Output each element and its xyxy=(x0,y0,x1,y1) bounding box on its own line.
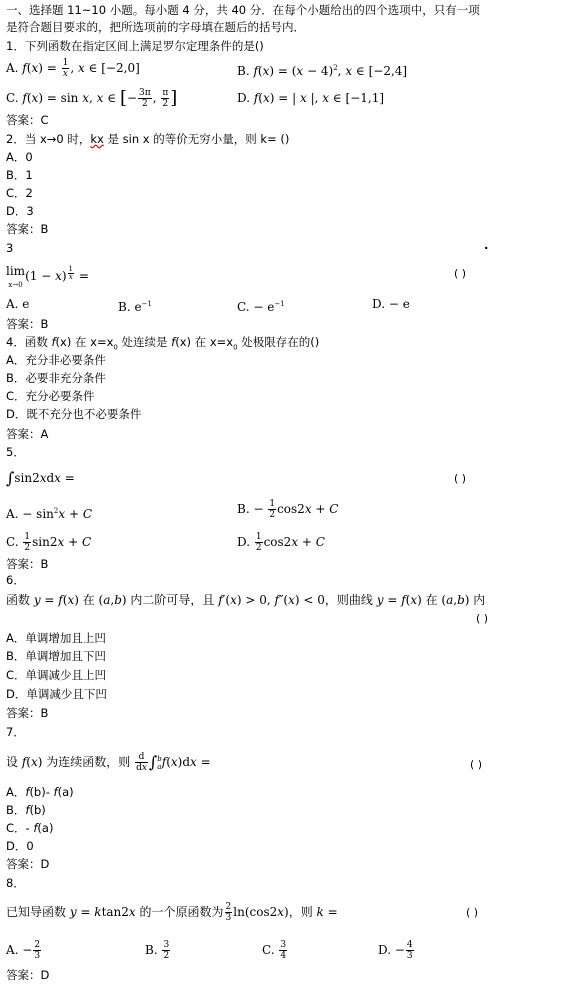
q2-option-a: A．0 xyxy=(6,150,33,164)
q1-option-d: D. f(x) = | x |, x ∈ [−1,1] xyxy=(237,91,385,105)
q7-answer-paren: ( ) xyxy=(470,758,483,771)
q7-option-d: D．0 xyxy=(6,839,34,853)
section-intro-line-1: 一、选择题 11~10 小题。每小题 4 分，共 40 分．在每个小题给出的四个选项中，只有一项 xyxy=(6,3,480,17)
q3-number: 3 xyxy=(6,241,14,255)
q4-option-b: B．必要非充分条件 xyxy=(6,371,106,385)
q8-option-d: D. − $\frac{4}{3}$ xyxy=(378,940,413,961)
q3-option-b: B. $e^{-1}$ xyxy=(118,300,152,314)
q8-option-b: B. $\frac{3}{2}$ xyxy=(145,940,170,961)
q4-option-d: D．既不充分也不必要条件 xyxy=(6,407,142,421)
q1-option-b: B. $f(x) = (x - 4)^2$, x ∈ [−2,4] xyxy=(237,64,408,78)
q3-answer-paren: ( ) xyxy=(454,267,467,280)
q7-answer: 答案：D xyxy=(6,857,50,871)
q8-option-c: C. $\frac{3}{4}$ xyxy=(262,940,287,961)
q1-option-c: C. f(x) = sin x, x ∈ [− $\frac{3\pi}{2}$ , $\frac{\pi}{2}$ ] xyxy=(6,87,178,109)
q6-number: 6． xyxy=(6,573,25,587)
q4-option-c: C．充分必要条件 xyxy=(6,389,95,403)
q8-number: 8． xyxy=(6,876,25,890)
q1-stem: 1．下列函数在指定区间上满足罗尔定理条件的是() xyxy=(6,39,264,53)
q3-stem: lim x→0(1 − x) $^{\frac{1}{x}}$ = xyxy=(6,264,89,289)
q3-dot-mark: · xyxy=(484,241,489,255)
q6-stem: 函数 y = f(x) 在 (a,b) 内二阶可导，且 f′(x) > 0, f″(x) < 0，则曲线 y = f(x) 在 (a,b) 内 xyxy=(6,593,486,607)
q5-option-d: D. $\frac{1}{2}$ cos2x + C xyxy=(237,532,325,553)
q4-answer: 答案：A xyxy=(6,427,49,441)
q5-stem: ∫sin2xdx = xyxy=(6,468,75,488)
q8-answer: 答案：D xyxy=(6,968,50,982)
q6-option-d: D．单调减少且下凹 xyxy=(6,687,107,701)
q6-option-c: C．单调减少且上凹 xyxy=(6,668,107,682)
q2-option-b: B．1 xyxy=(6,168,33,182)
q8-option-a: A. − $\frac{2}{3}$ xyxy=(6,940,41,961)
q2-kx-misspell-mark: kx xyxy=(90,132,104,146)
q5-option-b: B. − $\frac{1}{2}$ cos2x + C xyxy=(237,499,339,520)
q5-answer-paren: ( ) xyxy=(454,472,467,485)
q5-number: 5． xyxy=(6,445,25,459)
q4-stem: 4．函数 f(x) 在 $x=x_0$ 处连续是 f(x) 在 $x=x_0$ 处极限存在的() xyxy=(6,335,320,352)
q3-option-a: A. e xyxy=(6,297,30,311)
q3-option-d: D. − e xyxy=(372,297,410,311)
q1-answer: 答案：C xyxy=(6,113,49,127)
q7-number: 7． xyxy=(6,725,25,739)
q2-option-c: C．2 xyxy=(6,186,33,200)
section-intro-line-2: 是符合题目要求的，把所选项前的字母填在题后的括号内． xyxy=(6,20,305,34)
q6-option-b: B．单调增加且下凹 xyxy=(6,649,106,663)
q6-answer-paren: ( ) xyxy=(476,612,489,625)
q6-option-a: A．单调增加且上凹 xyxy=(6,631,106,645)
q6-answer: 答案：B xyxy=(6,706,49,720)
q2-answer: 答案：B xyxy=(6,222,49,236)
q7-option-a: A．f(b)- f(a) xyxy=(6,785,74,799)
q5-answer: 答案：B xyxy=(6,557,49,571)
q2-stem: 2．当 x→0 时，kx 是 sin x 的等价无穷小量，则 k= () xyxy=(6,132,290,146)
q7-option-c: C．- f(a) xyxy=(6,821,54,835)
q7-stem: 设 f(x) 为连续函数，则 $\frac{d}{dx}$ ∫b af(x)dx = xyxy=(6,752,211,773)
q4-option-a: A．充分非必要条件 xyxy=(6,353,106,367)
q5-option-a: A. − $\sin^2x + C$ xyxy=(6,507,93,521)
q5-option-c: C. $\frac{1}{2}$ sin2x + C xyxy=(6,532,92,553)
q3-answer: 答案：B xyxy=(6,317,49,331)
q1-option-a: A. f(x) = $\frac{1}{x}$ , x ∈ [−2,0] xyxy=(6,58,140,79)
q8-answer-paren: ( ) xyxy=(466,906,479,919)
q3-option-c: C. − $e^{-1}$ xyxy=(237,300,285,314)
q2-option-d: D．3 xyxy=(6,204,34,218)
q7-option-b: B．f(b) xyxy=(6,803,46,817)
q8-stem: 已知导函数 y = ktan2x 的一个原函数为 $\frac{2}{3}$ ln(cos2x)，则 k = xyxy=(6,902,338,923)
